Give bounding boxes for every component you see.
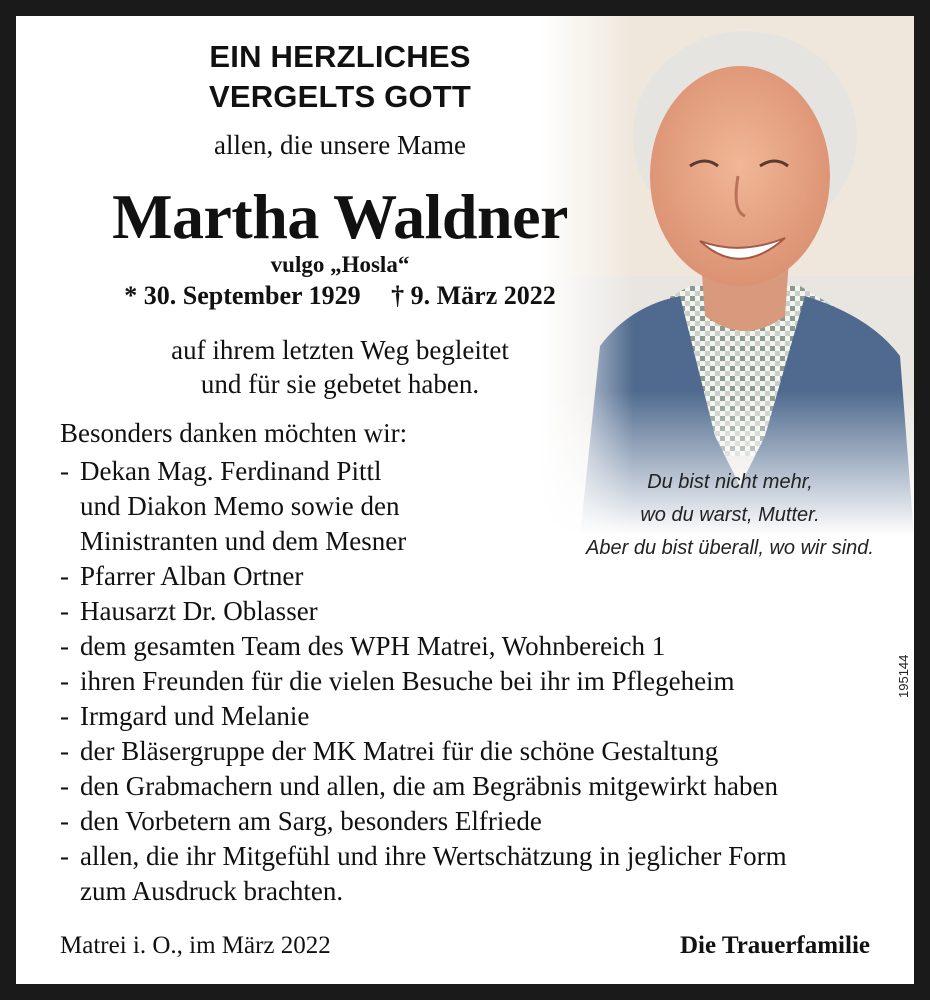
signature: Die Trauerfamilie	[680, 932, 870, 959]
list-item	[60, 769, 900, 804]
quote-line-1: Du bist nicht mehr,	[647, 471, 813, 493]
list-item-text: den Vorbetern am Sarg, besonders Elfriede	[80, 806, 542, 836]
heading-line-1: EIN HERZLICHES	[209, 39, 471, 74]
list-item	[60, 804, 900, 839]
bullet-dash: -	[60, 596, 69, 626]
bullet-dash: -	[60, 806, 69, 836]
list-item	[60, 454, 900, 559]
heading-line-2: VERGELTS GOTT	[208, 79, 472, 114]
quote-line-3: Aber du bist überall, wo wir sind.	[586, 537, 874, 559]
list-item-text: allen, die ihr Mitgefühl und ihre Wertschätzung in jeglicher Form zum Ausdruck brachten.	[80, 841, 787, 906]
list-item-text: Pfarrer Alban Ortner	[80, 561, 304, 591]
intro-text: allen, die unsere Mame	[214, 130, 466, 160]
walk-text	[100, 333, 580, 401]
bullet-dash: -	[60, 561, 69, 591]
list-item	[60, 559, 900, 594]
list-item-text: Hausarzt Dr. Oblasser	[80, 596, 318, 626]
bullet-dash: -	[60, 456, 69, 486]
list-item	[60, 629, 900, 664]
bullet-dash: -	[60, 841, 69, 871]
list-item	[60, 839, 900, 909]
thanks-intro: Besonders danken möchten wir:	[60, 418, 408, 448]
list-item-text: Irmgard und Melanie	[80, 701, 310, 731]
walk-line-1: auf ihrem letzten Weg begleitet	[171, 335, 509, 365]
deceased-name: Martha Waldner	[112, 181, 568, 252]
ad-code: 195144	[896, 654, 911, 698]
life-dates	[80, 281, 600, 311]
bullet-dash: -	[60, 666, 69, 696]
bullet-dash: -	[60, 736, 69, 766]
deceased-nickname: vulgo „Hosla“	[270, 252, 410, 277]
list-item-text: dem gesamten Team des WPH Matrei, Wohnbereich 1	[80, 631, 666, 661]
list-item	[60, 594, 900, 629]
walk-line-2: und für sie gebetet haben.	[200, 369, 480, 399]
bullet-dash: -	[60, 631, 69, 661]
list-item-text: ihren Freunden für die vielen Besuche bei ihr im Pflegeheim	[80, 666, 735, 696]
list-item-text: den Grabmachern und allen, die am Begräbnis mitgewirkt haben	[80, 771, 779, 801]
quote-line-2: wo du warst, Mutter.	[640, 504, 820, 526]
list-item	[60, 699, 900, 734]
thanks-list	[60, 454, 900, 909]
place-date: Matrei i. O., im März 2022	[60, 932, 331, 959]
list-item	[60, 664, 900, 699]
list-item	[60, 734, 900, 769]
list-item-text: der Bläsergruppe der MK Matrei für die schöne Gestaltung	[80, 736, 719, 766]
birth-date: * 30. September 1929	[124, 281, 361, 310]
bullet-dash: -	[60, 771, 69, 801]
list-item-text: Dekan Mag. Ferdinand Pittl und Diakon Memo sowie den Ministranten und dem Mesner	[80, 456, 407, 556]
death-date: † 9. März 2022	[391, 281, 556, 310]
bullet-dash: -	[60, 701, 69, 731]
